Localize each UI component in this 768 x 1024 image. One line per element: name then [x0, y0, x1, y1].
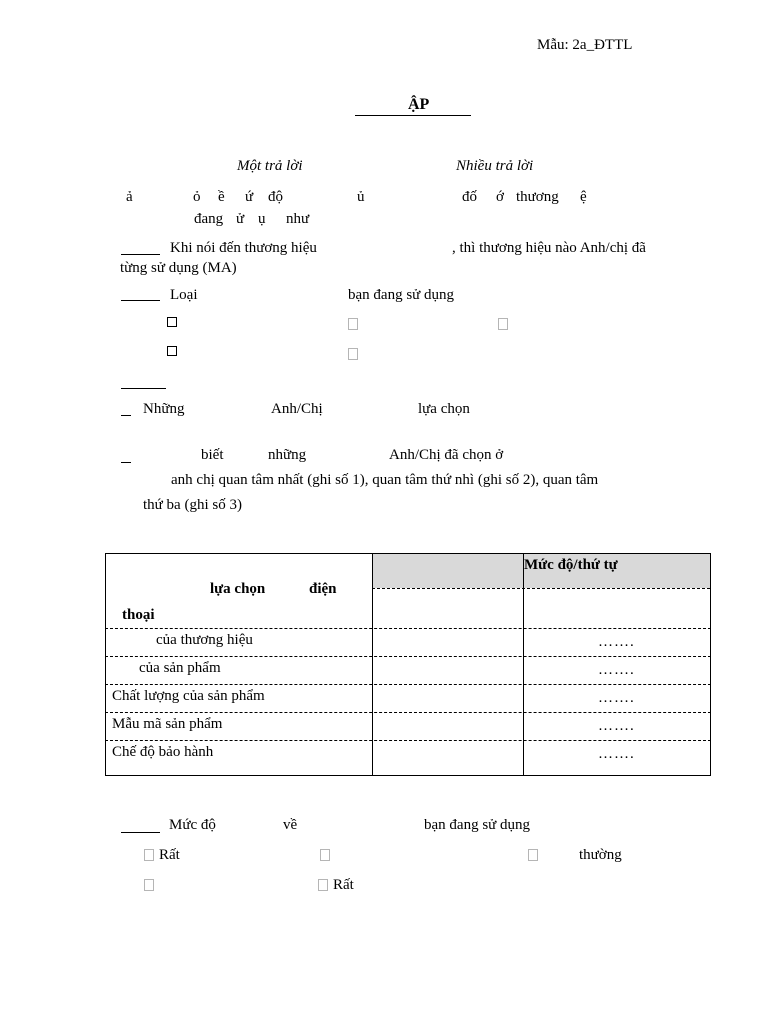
table-column-divider	[372, 553, 373, 776]
checkbox-placeholder[interactable]	[318, 879, 328, 891]
legend-multiple-answer: Nhiều trả lời	[456, 158, 534, 174]
table-row-rank-blank[interactable]: …….	[598, 634, 635, 650]
q5-option-label: Rất	[333, 877, 354, 893]
table-row-divider	[105, 740, 711, 741]
intro-fragment: ủ	[357, 189, 365, 205]
title-underline	[355, 115, 471, 116]
table-header-criteria: thoại	[122, 607, 155, 623]
q2-text-continued: bạn đang sử dụng	[348, 287, 455, 303]
table-row-divider	[372, 588, 710, 589]
checkbox-placeholder[interactable]	[144, 879, 154, 891]
q4-text-line2: anh chị quan tâm nhất (ghi số 1), quan tâm thứ nhì (ghi số 2), quan tâm	[171, 472, 599, 488]
intro-fragment: ụ	[258, 211, 266, 227]
table-row-divider	[105, 712, 711, 713]
form-code: Mẫu: 2a_ĐTTL	[537, 37, 633, 53]
q5-option-label: Rất	[159, 847, 180, 863]
table-row-rank-blank[interactable]: …….	[598, 662, 635, 678]
table-row-label: của thương hiệu	[156, 632, 253, 648]
table-row-label: của sản phẩm	[139, 660, 221, 676]
question-number-blank	[121, 832, 160, 833]
legend-single-answer: Một trả lời	[237, 158, 303, 174]
table-row-label: Chế độ bảo hành	[112, 744, 214, 760]
q3-text: lựa chọn	[418, 401, 470, 417]
table-row-label: Chất lượng của sản phẩm	[112, 688, 265, 704]
q5-text: Mức độ	[169, 817, 216, 833]
table-header-criteria: lựa chọn	[210, 581, 266, 597]
table-row-divider	[105, 656, 711, 657]
checkbox-placeholder[interactable]	[498, 318, 508, 330]
intro-fragment: độ	[268, 189, 283, 205]
q4-text: Anh/Chị đã chọn ở	[389, 447, 504, 463]
question-number-blank	[121, 388, 166, 389]
checkbox-placeholder[interactable]	[348, 318, 358, 330]
question-number-blank	[121, 462, 131, 463]
question-number-blank	[121, 415, 131, 416]
intro-fragment: ớ	[496, 189, 504, 205]
q1-text-continued: , thì thương hiệu nào Anh/chị đã	[452, 240, 646, 256]
question-number-blank	[121, 300, 160, 301]
table-row-rank-blank[interactable]: …….	[598, 718, 635, 734]
intro-fragment: ả	[126, 189, 133, 205]
q1-text: Khi nói đến thương hiệu	[170, 240, 317, 256]
table-row-divider	[105, 684, 711, 685]
q5-text: về	[283, 817, 298, 833]
table-row-label: Mẫu mã sản phẩm	[112, 716, 223, 732]
table-row-rank-blank[interactable]: …….	[598, 690, 635, 706]
table-column-divider	[523, 553, 524, 776]
intro-fragment: như	[286, 211, 310, 227]
checkbox[interactable]	[167, 317, 177, 327]
checkbox-placeholder[interactable]	[528, 849, 538, 861]
q4-text-line3: thứ ba (ghi số 3)	[143, 497, 242, 513]
q3-text: Những	[143, 401, 185, 417]
q2-text: Loại	[170, 287, 198, 303]
intro-fragment: đố	[462, 189, 477, 205]
q1-text-line2: từng sử dụng (MA)	[120, 260, 237, 276]
q5-option-label: thường	[579, 847, 622, 863]
table-row-divider	[105, 628, 711, 629]
q4-text: biết	[201, 447, 224, 463]
checkbox-placeholder[interactable]	[348, 348, 358, 360]
question-number-blank	[121, 254, 160, 255]
intro-fragment: ứ	[245, 189, 254, 205]
intro-fragment: đang	[194, 211, 224, 227]
q5-text: bạn đang sử dụng	[424, 817, 531, 833]
checkbox-placeholder[interactable]	[144, 849, 154, 861]
q4-text: những	[268, 447, 307, 463]
checkbox[interactable]	[167, 346, 177, 356]
intro-fragment: ệ	[580, 189, 587, 205]
intro-fragment: ử	[236, 211, 245, 227]
intro-fragment: thương	[516, 189, 559, 205]
table-header-rank: Mức độ/thứ tự	[524, 557, 618, 573]
page-title: ẬP	[408, 96, 430, 113]
intro-fragment: ề	[218, 189, 225, 205]
q3-text: Anh/Chị	[271, 401, 323, 417]
checkbox-placeholder[interactable]	[320, 849, 330, 861]
intro-fragment: ỏ	[193, 189, 201, 205]
table-row-rank-blank[interactable]: …….	[598, 746, 635, 762]
table-header-criteria: điện	[309, 581, 337, 597]
